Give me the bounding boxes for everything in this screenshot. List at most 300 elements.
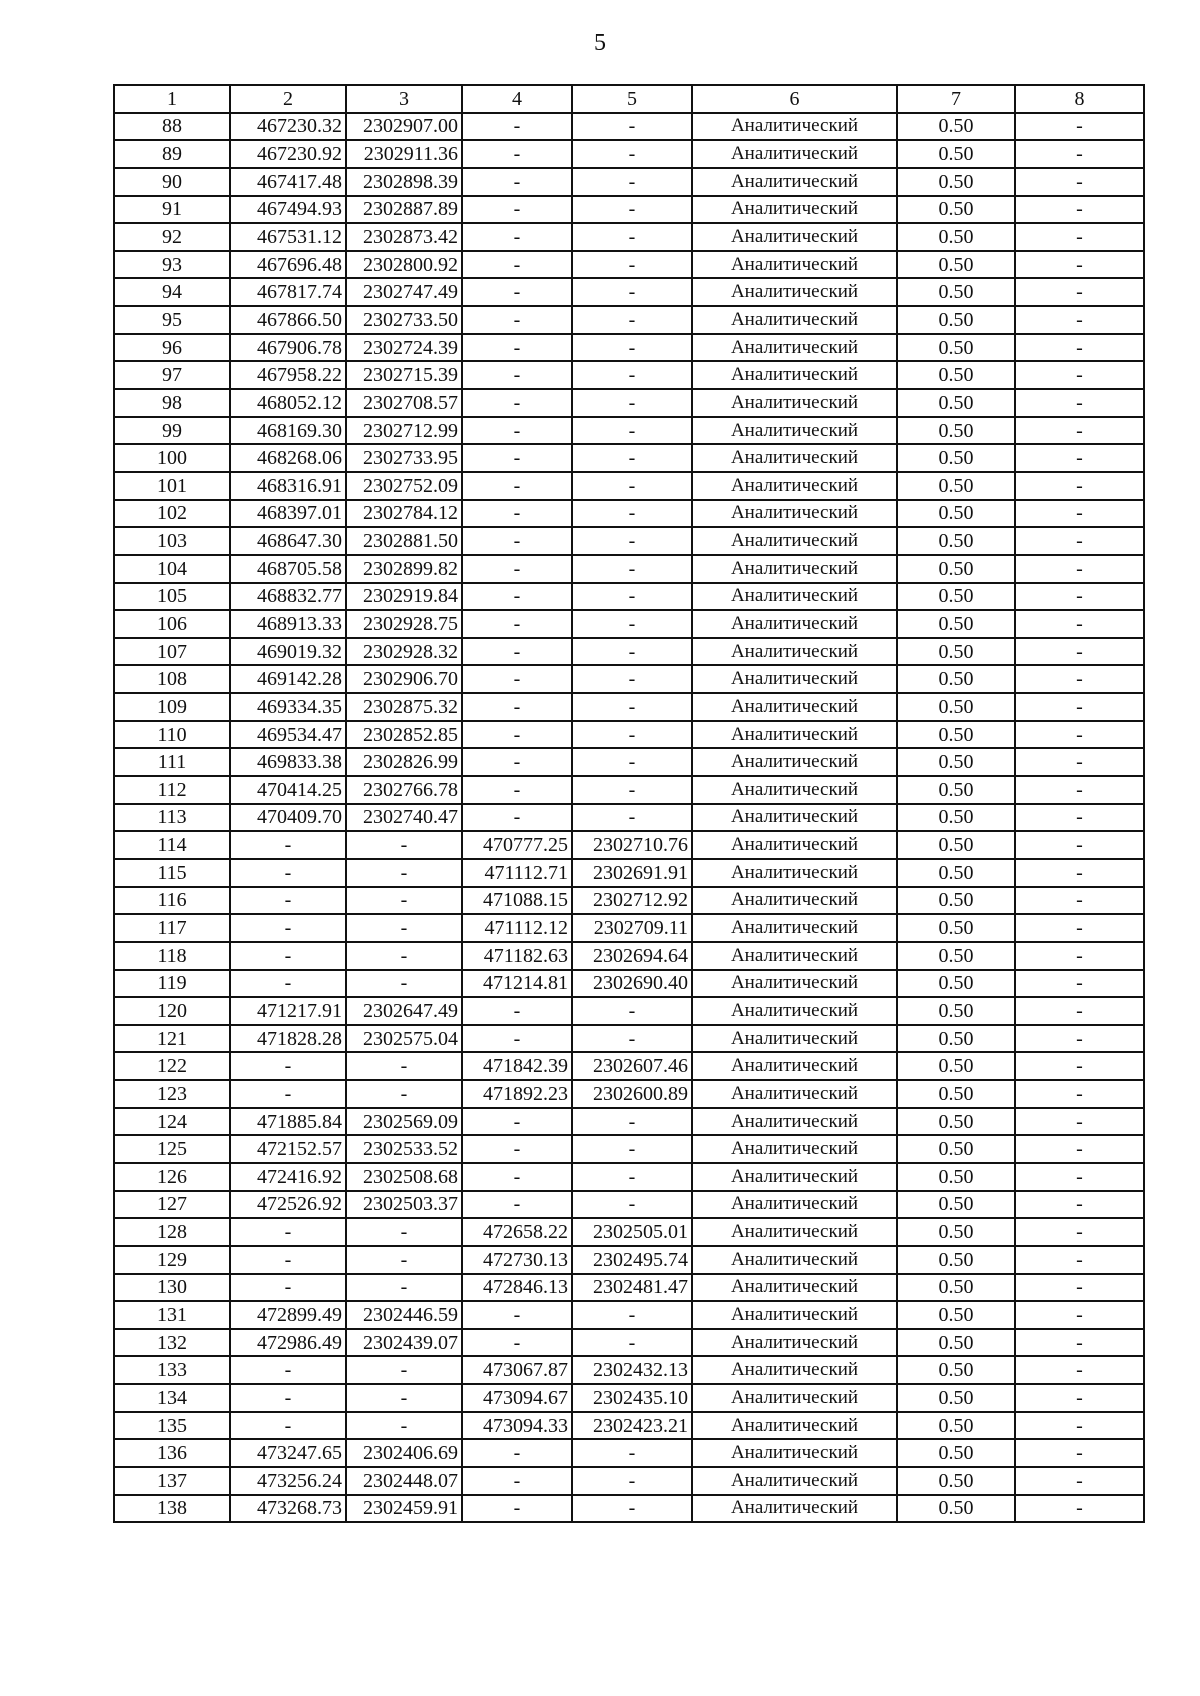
x2-cell: - xyxy=(462,721,572,749)
method-cell: Аналитический xyxy=(692,693,897,721)
note-cell: - xyxy=(1015,1439,1144,1467)
y2-cell: - xyxy=(572,748,692,776)
table-row xyxy=(114,804,1144,832)
x2-cell: - xyxy=(462,1329,572,1357)
note-cell: - xyxy=(1015,389,1144,417)
y2-cell: - xyxy=(572,997,692,1025)
accuracy-cell: 0.50 xyxy=(897,417,1015,445)
point-number-cell: 117 xyxy=(114,914,230,942)
table-row xyxy=(114,721,1144,749)
accuracy-cell: 0.50 xyxy=(897,721,1015,749)
x2-cell: - xyxy=(462,804,572,832)
table-row xyxy=(114,500,1144,528)
x1-cell: - xyxy=(230,1274,346,1302)
method-cell: Аналитический xyxy=(692,306,897,334)
point-number-cell: 132 xyxy=(114,1329,230,1357)
note-cell: - xyxy=(1015,196,1144,224)
note-cell: - xyxy=(1015,278,1144,306)
y2-cell: - xyxy=(572,500,692,528)
y2-cell: - xyxy=(572,555,692,583)
x1-cell: 472152.57 xyxy=(230,1135,346,1163)
note-cell: - xyxy=(1015,721,1144,749)
note-cell: - xyxy=(1015,693,1144,721)
y1-cell: 2302766.78 xyxy=(346,776,462,804)
x2-cell: - xyxy=(462,334,572,362)
note-cell: - xyxy=(1015,638,1144,666)
point-number-cell: 107 xyxy=(114,638,230,666)
method-cell: Аналитический xyxy=(692,997,897,1025)
x2-cell: - xyxy=(462,527,572,555)
x2-cell: - xyxy=(462,1439,572,1467)
table-row xyxy=(114,444,1144,472)
point-number-cell: 126 xyxy=(114,1163,230,1191)
x2-cell: - xyxy=(462,693,572,721)
x1-cell: 467696.48 xyxy=(230,251,346,279)
point-number-cell: 122 xyxy=(114,1052,230,1080)
method-cell: Аналитический xyxy=(692,251,897,279)
point-number-cell: 123 xyxy=(114,1080,230,1108)
x2-cell: 471892.23 xyxy=(462,1080,572,1108)
y1-cell: 2302752.09 xyxy=(346,472,462,500)
point-number-cell: 93 xyxy=(114,251,230,279)
y1-cell: 2302911.36 xyxy=(346,140,462,168)
y1-cell: - xyxy=(346,914,462,942)
y2-cell: - xyxy=(572,776,692,804)
x1-cell: 471828.28 xyxy=(230,1025,346,1053)
method-cell: Аналитический xyxy=(692,1329,897,1357)
x2-cell: - xyxy=(462,306,572,334)
x2-cell: - xyxy=(462,168,572,196)
x2-cell: - xyxy=(462,389,572,417)
note-cell: - xyxy=(1015,417,1144,445)
note-cell: - xyxy=(1015,804,1144,832)
x2-cell: 471214.81 xyxy=(462,970,572,998)
x1-cell: - xyxy=(230,1356,346,1384)
y1-cell: 2302873.42 xyxy=(346,223,462,251)
method-cell: Аналитический xyxy=(692,887,897,915)
method-cell: Аналитический xyxy=(692,1356,897,1384)
y2-cell: 2302600.89 xyxy=(572,1080,692,1108)
note-cell: - xyxy=(1015,942,1144,970)
x1-cell: 472899.49 xyxy=(230,1301,346,1329)
y1-cell: 2302712.99 xyxy=(346,417,462,445)
y2-cell: 2302710.76 xyxy=(572,831,692,859)
table-row xyxy=(114,417,1144,445)
x1-cell: - xyxy=(230,1080,346,1108)
x2-cell: 472730.13 xyxy=(462,1246,572,1274)
note-cell: - xyxy=(1015,1163,1144,1191)
note-cell: - xyxy=(1015,831,1144,859)
point-number-cell: 95 xyxy=(114,306,230,334)
y2-cell: - xyxy=(572,306,692,334)
x2-cell: - xyxy=(462,583,572,611)
table-row xyxy=(114,1495,1144,1523)
x2-cell: - xyxy=(462,223,572,251)
y2-cell: - xyxy=(572,1439,692,1467)
accuracy-cell: 0.50 xyxy=(897,361,1015,389)
note-cell: - xyxy=(1015,334,1144,362)
x2-cell: - xyxy=(462,1163,572,1191)
table-row xyxy=(114,1191,1144,1219)
y1-cell: 2302740.47 xyxy=(346,804,462,832)
method-cell: Аналитический xyxy=(692,1025,897,1053)
y2-cell: - xyxy=(572,1495,692,1523)
y1-cell: - xyxy=(346,887,462,915)
note-cell: - xyxy=(1015,251,1144,279)
accuracy-cell: 0.50 xyxy=(897,1108,1015,1136)
table-row xyxy=(114,223,1144,251)
x2-cell: - xyxy=(462,361,572,389)
x2-cell: - xyxy=(462,472,572,500)
accuracy-cell: 0.50 xyxy=(897,1025,1015,1053)
accuracy-cell: 0.50 xyxy=(897,665,1015,693)
x2-cell: - xyxy=(462,1135,572,1163)
x2-cell: - xyxy=(462,748,572,776)
method-cell: Аналитический xyxy=(692,1467,897,1495)
x1-cell: 471217.91 xyxy=(230,997,346,1025)
y1-cell: 2302724.39 xyxy=(346,334,462,362)
point-number-cell: 88 xyxy=(114,113,230,141)
point-number-cell: 103 xyxy=(114,527,230,555)
accuracy-cell: 0.50 xyxy=(897,693,1015,721)
accuracy-cell: 0.50 xyxy=(897,223,1015,251)
method-cell: Аналитический xyxy=(692,1412,897,1440)
table-row xyxy=(114,638,1144,666)
x1-cell: - xyxy=(230,1412,346,1440)
y1-cell: 2302899.82 xyxy=(346,555,462,583)
table-row xyxy=(114,555,1144,583)
note-cell: - xyxy=(1015,1356,1144,1384)
method-cell: Аналитический xyxy=(692,721,897,749)
accuracy-cell: 0.50 xyxy=(897,1135,1015,1163)
y1-cell: - xyxy=(346,1356,462,1384)
method-cell: Аналитический xyxy=(692,776,897,804)
table-row xyxy=(114,1080,1144,1108)
y2-cell: 2302505.01 xyxy=(572,1218,692,1246)
note-cell: - xyxy=(1015,887,1144,915)
y2-cell: 2302495.74 xyxy=(572,1246,692,1274)
y2-cell: - xyxy=(572,389,692,417)
method-cell: Аналитический xyxy=(692,748,897,776)
method-cell: Аналитический xyxy=(692,665,897,693)
accuracy-cell: 0.50 xyxy=(897,638,1015,666)
note-cell: - xyxy=(1015,306,1144,334)
column-header: 2 xyxy=(230,85,346,113)
accuracy-cell: 0.50 xyxy=(897,1495,1015,1523)
y1-cell: 2302907.00 xyxy=(346,113,462,141)
y2-cell: 2302607.46 xyxy=(572,1052,692,1080)
y1-cell: 2302852.85 xyxy=(346,721,462,749)
x2-cell: - xyxy=(462,417,572,445)
x1-cell: 467866.50 xyxy=(230,306,346,334)
table-row xyxy=(114,776,1144,804)
note-cell: - xyxy=(1015,168,1144,196)
method-cell: Аналитический xyxy=(692,1191,897,1219)
x1-cell: 473268.73 xyxy=(230,1495,346,1523)
method-cell: Аналитический xyxy=(692,1495,897,1523)
point-number-cell: 97 xyxy=(114,361,230,389)
x1-cell: 468397.01 xyxy=(230,500,346,528)
point-number-cell: 94 xyxy=(114,278,230,306)
accuracy-cell: 0.50 xyxy=(897,251,1015,279)
accuracy-cell: 0.50 xyxy=(897,887,1015,915)
y1-cell: 2302898.39 xyxy=(346,168,462,196)
method-cell: Аналитический xyxy=(692,444,897,472)
point-number-cell: 91 xyxy=(114,196,230,224)
accuracy-cell: 0.50 xyxy=(897,804,1015,832)
x1-cell: 468052.12 xyxy=(230,389,346,417)
column-header: 3 xyxy=(346,85,462,113)
table-row xyxy=(114,997,1144,1025)
x1-cell: 470414.25 xyxy=(230,776,346,804)
point-number-cell: 104 xyxy=(114,555,230,583)
y1-cell: 2302875.32 xyxy=(346,693,462,721)
method-cell: Аналитический xyxy=(692,831,897,859)
accuracy-cell: 0.50 xyxy=(897,168,1015,196)
note-cell: - xyxy=(1015,1495,1144,1523)
table-row xyxy=(114,665,1144,693)
point-number-cell: 136 xyxy=(114,1439,230,1467)
x2-cell: 471842.39 xyxy=(462,1052,572,1080)
method-cell: Аналитический xyxy=(692,1274,897,1302)
y2-cell: - xyxy=(572,278,692,306)
point-number-cell: 106 xyxy=(114,610,230,638)
x1-cell: - xyxy=(230,887,346,915)
note-cell: - xyxy=(1015,1301,1144,1329)
accuracy-cell: 0.50 xyxy=(897,748,1015,776)
x1-cell: 470409.70 xyxy=(230,804,346,832)
method-cell: Аналитический xyxy=(692,1052,897,1080)
point-number-cell: 111 xyxy=(114,748,230,776)
y1-cell: 2302647.49 xyxy=(346,997,462,1025)
point-number-cell: 116 xyxy=(114,887,230,915)
accuracy-cell: 0.50 xyxy=(897,1274,1015,1302)
note-cell: - xyxy=(1015,527,1144,555)
x2-cell: - xyxy=(462,140,572,168)
x2-cell: 472846.13 xyxy=(462,1274,572,1302)
note-cell: - xyxy=(1015,1025,1144,1053)
y2-cell: - xyxy=(572,610,692,638)
x1-cell: - xyxy=(230,970,346,998)
x1-cell: - xyxy=(230,942,346,970)
y2-cell: 2302435.10 xyxy=(572,1384,692,1412)
point-number-cell: 102 xyxy=(114,500,230,528)
x1-cell: - xyxy=(230,1384,346,1412)
method-cell: Аналитический xyxy=(692,140,897,168)
method-cell: Аналитический xyxy=(692,1080,897,1108)
x2-cell: 473094.67 xyxy=(462,1384,572,1412)
x2-cell: - xyxy=(462,444,572,472)
y2-cell: - xyxy=(572,140,692,168)
point-number-cell: 137 xyxy=(114,1467,230,1495)
note-cell: - xyxy=(1015,859,1144,887)
x1-cell: 467906.78 xyxy=(230,334,346,362)
point-number-cell: 130 xyxy=(114,1274,230,1302)
point-number-cell: 89 xyxy=(114,140,230,168)
table-row xyxy=(114,472,1144,500)
accuracy-cell: 0.50 xyxy=(897,1301,1015,1329)
table-row xyxy=(114,361,1144,389)
y1-cell: 2302459.91 xyxy=(346,1495,462,1523)
table-row xyxy=(114,251,1144,279)
table-row xyxy=(114,168,1144,196)
note-cell: - xyxy=(1015,444,1144,472)
x2-cell: - xyxy=(462,1025,572,1053)
table-row xyxy=(114,1246,1144,1274)
y1-cell: - xyxy=(346,1274,462,1302)
table-body xyxy=(114,113,1144,1523)
note-cell: - xyxy=(1015,361,1144,389)
table-row xyxy=(114,914,1144,942)
accuracy-cell: 0.50 xyxy=(897,196,1015,224)
point-number-cell: 134 xyxy=(114,1384,230,1412)
y1-cell: 2302887.89 xyxy=(346,196,462,224)
accuracy-cell: 0.50 xyxy=(897,278,1015,306)
method-cell: Аналитический xyxy=(692,417,897,445)
table-row xyxy=(114,306,1144,334)
method-cell: Аналитический xyxy=(692,583,897,611)
y1-cell: - xyxy=(346,1412,462,1440)
point-number-cell: 124 xyxy=(114,1108,230,1136)
point-number-cell: 92 xyxy=(114,223,230,251)
y1-cell: 2302919.84 xyxy=(346,583,462,611)
y2-cell: - xyxy=(572,1191,692,1219)
table-row xyxy=(114,334,1144,362)
accuracy-cell: 0.50 xyxy=(897,113,1015,141)
y1-cell: 2302881.50 xyxy=(346,527,462,555)
accuracy-cell: 0.50 xyxy=(897,970,1015,998)
column-header: 7 xyxy=(897,85,1015,113)
y2-cell: 2302694.64 xyxy=(572,942,692,970)
accuracy-cell: 0.50 xyxy=(897,610,1015,638)
x2-cell: 471182.63 xyxy=(462,942,572,970)
accuracy-cell: 0.50 xyxy=(897,1356,1015,1384)
column-header: 4 xyxy=(462,85,572,113)
table-row xyxy=(114,1052,1144,1080)
method-cell: Аналитический xyxy=(692,638,897,666)
accuracy-cell: 0.50 xyxy=(897,527,1015,555)
y2-cell: 2302709.11 xyxy=(572,914,692,942)
method-cell: Аналитический xyxy=(692,1384,897,1412)
table-row xyxy=(114,748,1144,776)
point-number-cell: 131 xyxy=(114,1301,230,1329)
y1-cell: 2302826.99 xyxy=(346,748,462,776)
method-cell: Аналитический xyxy=(692,278,897,306)
y2-cell: - xyxy=(572,1135,692,1163)
accuracy-cell: 0.50 xyxy=(897,1384,1015,1412)
point-number-cell: 115 xyxy=(114,859,230,887)
x1-cell: 469833.38 xyxy=(230,748,346,776)
note-cell: - xyxy=(1015,914,1144,942)
y2-cell: 2302712.92 xyxy=(572,887,692,915)
point-number-cell: 108 xyxy=(114,665,230,693)
note-cell: - xyxy=(1015,1080,1144,1108)
table-row xyxy=(114,831,1144,859)
y2-cell: - xyxy=(572,693,692,721)
table-row xyxy=(114,196,1144,224)
note-cell: - xyxy=(1015,1191,1144,1219)
method-cell: Аналитический xyxy=(692,500,897,528)
column-header: 6 xyxy=(692,85,897,113)
note-cell: - xyxy=(1015,997,1144,1025)
point-number-cell: 133 xyxy=(114,1356,230,1384)
y2-cell: - xyxy=(572,417,692,445)
method-cell: Аналитический xyxy=(692,389,897,417)
note-cell: - xyxy=(1015,472,1144,500)
table-row xyxy=(114,389,1144,417)
x1-cell: 467417.48 xyxy=(230,168,346,196)
x1-cell: 467817.74 xyxy=(230,278,346,306)
x2-cell: 473067.87 xyxy=(462,1356,572,1384)
y1-cell: 2302439.07 xyxy=(346,1329,462,1357)
point-number-cell: 118 xyxy=(114,942,230,970)
column-header: 5 xyxy=(572,85,692,113)
y1-cell: 2302533.52 xyxy=(346,1135,462,1163)
table-row xyxy=(114,693,1144,721)
point-number-cell: 109 xyxy=(114,693,230,721)
method-cell: Аналитический xyxy=(692,527,897,555)
y1-cell: 2302406.69 xyxy=(346,1439,462,1467)
point-number-cell: 121 xyxy=(114,1025,230,1053)
y2-cell: 2302481.47 xyxy=(572,1274,692,1302)
y1-cell: 2302708.57 xyxy=(346,389,462,417)
y1-cell: - xyxy=(346,1080,462,1108)
y1-cell: - xyxy=(346,970,462,998)
method-cell: Аналитический xyxy=(692,334,897,362)
table-row xyxy=(114,942,1144,970)
point-number-cell: 125 xyxy=(114,1135,230,1163)
accuracy-cell: 0.50 xyxy=(897,914,1015,942)
table-row xyxy=(114,610,1144,638)
accuracy-cell: 0.50 xyxy=(897,1052,1015,1080)
y2-cell: - xyxy=(572,361,692,389)
x1-cell: - xyxy=(230,914,346,942)
table-row xyxy=(114,1218,1144,1246)
point-number-cell: 138 xyxy=(114,1495,230,1523)
note-cell: - xyxy=(1015,1108,1144,1136)
x1-cell: 469142.28 xyxy=(230,665,346,693)
table-row xyxy=(114,1025,1144,1053)
note-cell: - xyxy=(1015,748,1144,776)
accuracy-cell: 0.50 xyxy=(897,472,1015,500)
method-cell: Аналитический xyxy=(692,804,897,832)
y2-cell: - xyxy=(572,223,692,251)
x1-cell: 469534.47 xyxy=(230,721,346,749)
table-row xyxy=(114,1163,1144,1191)
accuracy-cell: 0.50 xyxy=(897,500,1015,528)
accuracy-cell: 0.50 xyxy=(897,997,1015,1025)
table-row xyxy=(114,113,1144,141)
note-cell: - xyxy=(1015,1218,1144,1246)
table-row xyxy=(114,1467,1144,1495)
y1-cell: - xyxy=(346,859,462,887)
x2-cell: 471112.12 xyxy=(462,914,572,942)
y2-cell: - xyxy=(572,1301,692,1329)
x1-cell: 468705.58 xyxy=(230,555,346,583)
y2-cell: 2302432.13 xyxy=(572,1356,692,1384)
note-cell: - xyxy=(1015,665,1144,693)
x2-cell: - xyxy=(462,1108,572,1136)
accuracy-cell: 0.50 xyxy=(897,1467,1015,1495)
note-cell: - xyxy=(1015,583,1144,611)
x1-cell: 467230.92 xyxy=(230,140,346,168)
table-row xyxy=(114,527,1144,555)
method-cell: Аналитический xyxy=(692,196,897,224)
accuracy-cell: 0.50 xyxy=(897,776,1015,804)
point-number-cell: 105 xyxy=(114,583,230,611)
note-cell: - xyxy=(1015,1467,1144,1495)
y2-cell: - xyxy=(572,638,692,666)
